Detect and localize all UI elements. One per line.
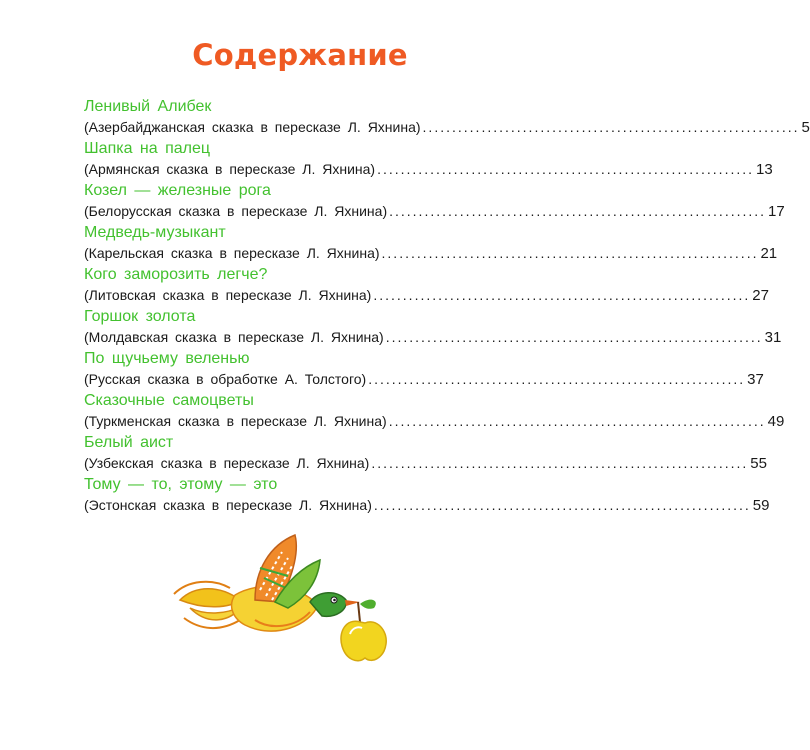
toc-entry-description: (Туркменская сказка в пересказе Л. Яхнина)	[84, 413, 387, 429]
toc-entry-title[interactable]: По щучьему веленью	[84, 350, 250, 367]
toc-entry[interactable]	[84, 390, 785, 432]
leader-dots: ................................................................	[377, 161, 755, 177]
leader-dots: ................................................................	[422, 119, 800, 135]
toc-entry-title[interactable]: Сказочные самоцветы	[84, 392, 254, 409]
toc-entry-description: (Армянская сказка в пересказе Л. Яхнина)	[84, 161, 376, 177]
toc-entry-description: (Эстонская сказка в пересказе Л. Яхнина)	[84, 497, 372, 513]
toc-entry[interactable]	[84, 138, 773, 180]
toc-entry[interactable]	[84, 432, 767, 474]
leader-dots: ................................................................	[368, 371, 746, 387]
toc-entry-title[interactable]: Кого заморозить легче?	[84, 266, 268, 283]
toc-entry[interactable]	[84, 264, 769, 306]
toc-page-number: 31	[764, 329, 782, 346]
toc-page-number: 59	[752, 497, 770, 514]
leader-dots: ................................................................	[373, 287, 751, 303]
leader-dots: ................................................................	[385, 329, 763, 345]
toc-entry[interactable]	[84, 306, 782, 348]
toc-page-number: 49	[767, 413, 785, 430]
toc-entry-description: (Карельская сказка в пересказе Л. Яхнина)	[84, 245, 380, 261]
toc-page-number: 21	[760, 245, 778, 262]
toc-entry[interactable]	[84, 222, 778, 264]
leader-dots: ................................................................	[371, 455, 749, 471]
toc-entry-title[interactable]: Козел — железные рога	[84, 182, 271, 199]
toc-entry-description: (Азербайджанская сказка в пересказе Л. Яхнина)	[84, 119, 421, 135]
toc-page-number: 13	[756, 161, 773, 178]
toc-page-number: 37	[747, 371, 764, 388]
toc-entry-description: (Русская сказка в обработке А. Толстого)	[84, 371, 367, 387]
toc-entry[interactable]	[84, 180, 785, 222]
toc-entry-description: (Литовская сказка в пересказе Л. Яхнина)	[84, 287, 372, 303]
toc-page-number: 55	[750, 455, 767, 472]
toc-entry-description: (Узбекская сказка в пересказе Л. Яхнина)	[84, 455, 370, 471]
toc-entry-title[interactable]: Тому — то, этому — это	[84, 476, 278, 493]
toc-entry-description: (Молдавская сказка в пересказе Л. Яхнина)	[84, 329, 384, 345]
toc-entry-title[interactable]: Ленивый Алибек	[84, 98, 212, 115]
leader-dots: ................................................................	[389, 203, 767, 219]
toc-page-number: 5	[801, 119, 810, 136]
table-of-contents	[84, 96, 810, 516]
toc-page-number: 17	[768, 203, 785, 220]
toc-entry-title[interactable]: Шапка на палец	[84, 140, 211, 157]
toc-entry-title[interactable]: Медведь-музыкант	[84, 224, 226, 241]
toc-entry[interactable]	[84, 474, 770, 516]
toc-entry-description: (Белорусская сказка в пересказе Л. Яхнина)	[84, 203, 388, 219]
toc-entry-title[interactable]: Белый аист	[84, 434, 174, 451]
leader-dots: ................................................................	[388, 413, 766, 429]
toc-entry[interactable]	[84, 96, 810, 138]
leader-dots: ................................................................	[373, 497, 751, 513]
bird-with-apple-icon	[160, 530, 400, 700]
leader-dots: ................................................................	[381, 245, 759, 261]
toc-entry-title[interactable]: Горшок золота	[84, 308, 196, 325]
toc-entry[interactable]	[84, 348, 764, 390]
page-title: Содержание	[192, 38, 408, 72]
toc-page-number: 27	[752, 287, 769, 304]
